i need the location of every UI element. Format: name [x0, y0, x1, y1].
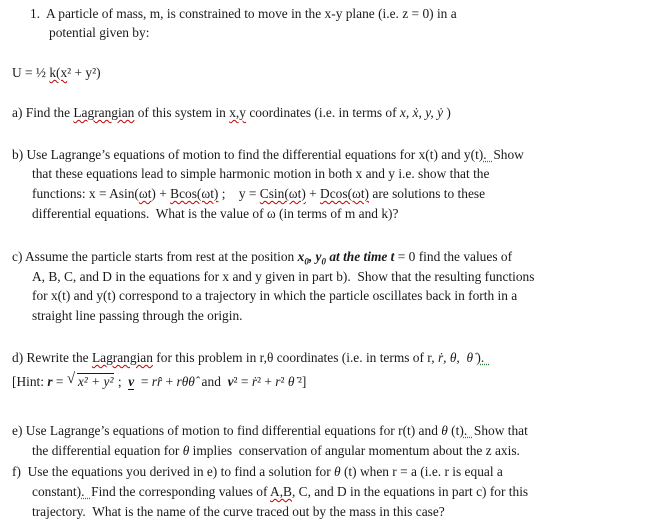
problem-line-2: potential given by: — [49, 25, 150, 40]
part-c-line-1: c) Assume the particle starts from rest at the position $x_0$, $y_0$ at the time t = 0 find the values of — [12, 249, 513, 267]
part-e-line-2: the differential equation for θ implies conservation of angular momentum about the z axis. — [32, 443, 520, 458]
hint-line: [Hint: r = √ x² + y² ; v = rr̂ + rθθ̂ and v² = ṙ² + r² θ̇ ²] — [12, 371, 307, 389]
part-b-line-2: that these equations lead to simple harmonic motion in both x and y i.e. show that the — [32, 166, 490, 181]
problem-line-1: 1. A particle of mass, m, is constrained to move in the x-y plane (i.e. z = 0) in a — [30, 6, 457, 21]
part-f-line-1: f) Use the equations you derived in e) to find a solution for θ (t) when r = a (i.e. r is equal a — [12, 464, 503, 479]
part-c-line-4: straight line passing through the origin. — [32, 308, 243, 323]
part-a: a) Find the Lagrangian of this system in x,y coordinates (i.e. in terms of x, ẋ, y, ẏ ) — [12, 105, 451, 120]
part-d-line-1: d) Rewrite the Lagrangian for this problem in r,θ coordinates (i.e. in terms of r, ṙ, θ, θ̇ ). — [12, 350, 491, 365]
part-c-line-2: A, B, C, and D in the equations for x and y given in part b). Show that the resulting functions — [32, 269, 535, 284]
part-b-line-1: b) Use Lagrange’s equations of motion to find the differential equations for x(t) and y(t). Show — [12, 147, 524, 162]
part-c-line-3: for x(t) and y(t) correspond to a trajectory in which the particle oscillates back in forth in a — [32, 288, 518, 303]
part-f-line-2: constant). Find the corresponding values of A,B, C, and D in the equations in part c) for this — [32, 484, 529, 499]
part-b-line-3: functions: x = Asin(ωt) + Bcos(ωt) ; y = Csin(ωt) + Dcos(ωt) are solutions to these — [32, 186, 486, 201]
part-e-line-1: e) Use Lagrange’s equations of motion to find differential equations for r(t) and θ (t). Show that — [12, 423, 528, 438]
part-b-line-4: differential equations. What is the value of ω (in terms of m and k)? — [32, 206, 399, 221]
part-f-line-3: trajectory. What is the name of the curve traced out by the mass in this case? — [32, 504, 445, 519]
potential-equation: U = ½ k(x² + y²) — [12, 65, 101, 80]
